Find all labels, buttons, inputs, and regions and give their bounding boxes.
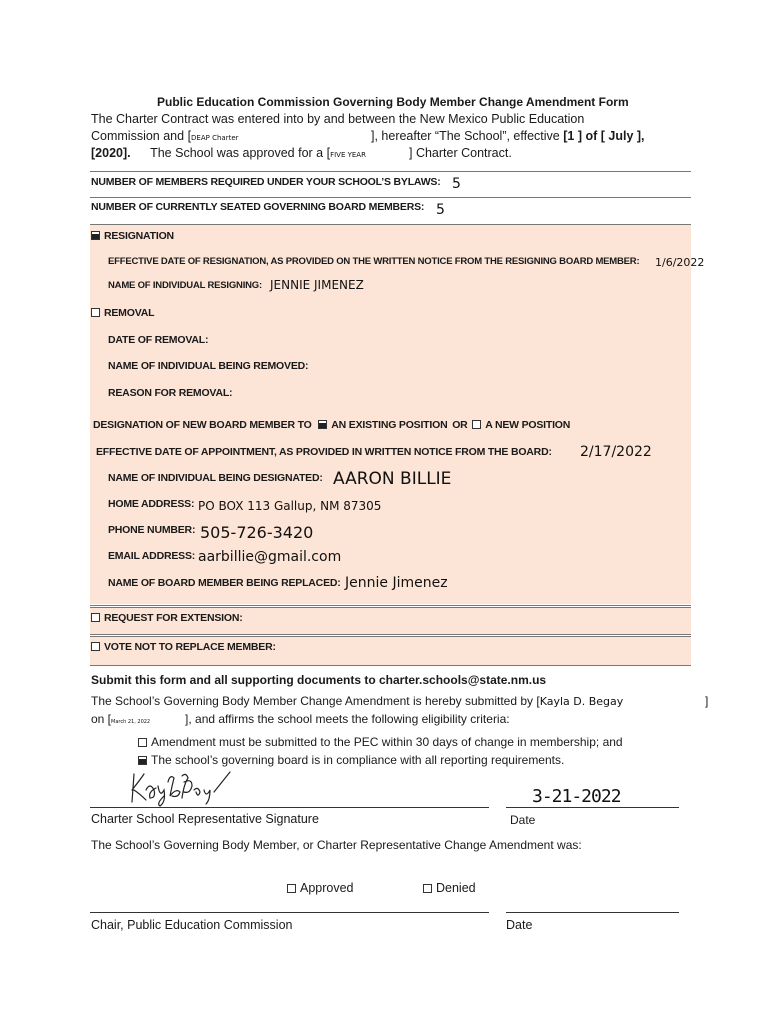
divider: [90, 607, 691, 608]
resignation-checkbox[interactable]: [91, 231, 100, 240]
submitted-by-line: [91, 694, 623, 708]
criteria-item[interactable]: [138, 735, 623, 749]
or-label: OR: [452, 419, 468, 431]
chair-label: Chair, Public Education Commission: [91, 918, 293, 932]
removal-reason-label: REASON FOR REMOVAL:: [108, 387, 233, 399]
intro-approved-pre: The School was approved for a [: [150, 146, 331, 160]
signature-date-label: Date: [510, 813, 536, 827]
intro-line-3: [91, 146, 366, 160]
vote-label: VOTE NOT TO REPLACE MEMBER:: [104, 641, 276, 653]
approved-label: Approved: [300, 881, 354, 895]
resignation-effective-field[interactable]: 1/6/2022: [655, 256, 705, 269]
designee-name-label: NAME OF INDIVIDUAL BEING DESIGNATED:: [108, 472, 323, 484]
divider: [90, 605, 691, 606]
members-required-field[interactable]: 5: [452, 176, 461, 192]
submit-instruction: Submit this form and all supporting documents to charter.schools@state.nm.us: [91, 673, 547, 687]
signature-line: [90, 807, 489, 808]
denied-option[interactable]: [423, 881, 476, 895]
existing-position-checkbox[interactable]: [318, 420, 327, 429]
submitted-by-post: ]: [705, 694, 709, 708]
contract-term-field[interactable]: FIVE YEAR: [330, 151, 366, 159]
approved-option[interactable]: [287, 881, 354, 895]
members-seated-field[interactable]: 5: [436, 202, 445, 218]
replaced-member-field[interactable]: Jennie Jimenez: [345, 575, 448, 591]
denied-label: Denied: [436, 881, 476, 895]
existing-position-option[interactable]: [318, 419, 447, 431]
submitted-on-line: [91, 712, 510, 726]
removal-checkbox[interactable]: [91, 308, 100, 317]
replaced-member-label: NAME OF BOARD MEMBER BEING REPLACED:: [108, 577, 341, 589]
home-address-field[interactable]: PO BOX 113 Gallup, NM 87305: [198, 499, 382, 513]
submitted-by-pre: The School’s Governing Body Member Change Amendment is hereby submitted by [: [91, 694, 540, 708]
divider: [90, 665, 691, 666]
form-title: Public Education Commission Governing Body Member Change Amendment Form: [157, 95, 629, 109]
new-position-checkbox[interactable]: [472, 420, 481, 429]
submitted-on-post: ], and affirms the school meets the following eligibility criteria:: [185, 712, 510, 726]
criteria-checkbox[interactable]: [138, 756, 147, 765]
criteria-item[interactable]: [138, 753, 564, 767]
rep-signature-label: Charter School Representative Signature: [91, 812, 319, 826]
divider: [90, 634, 691, 635]
removal-option[interactable]: [91, 307, 154, 319]
resignation-label: RESIGNATION: [104, 230, 174, 242]
designee-name-field[interactable]: AARON BILLIE: [333, 469, 452, 489]
extension-option[interactable]: [91, 612, 243, 624]
intro-line-2-pre: Commission and [: [91, 129, 192, 143]
email-field[interactable]: aarbillie@gmail.com: [198, 549, 342, 565]
chair-signature-line: [90, 912, 489, 913]
submitted-on-pre: on [: [91, 712, 112, 726]
appointment-effective-field[interactable]: 2/17/2022: [580, 444, 652, 460]
intro-line-2: [91, 129, 239, 143]
existing-position-label: AN EXISTING POSITION: [331, 419, 448, 431]
members-required-label: NUMBER OF MEMBERS REQUIRED UNDER YOUR SCHOOL’S BYLAWS:: [91, 176, 441, 188]
designation-row: [93, 419, 570, 431]
members-seated-label: NUMBER OF CURRENTLY SEATED GOVERNING BOARD MEMBERS:: [91, 201, 425, 213]
resignation-option[interactable]: [91, 230, 174, 242]
effective-date-field[interactable]: [1 ] of [ July ],: [563, 129, 645, 143]
resignation-name-label: NAME OF INDIVIDUAL RESIGNING:: [108, 280, 262, 291]
chair-date-label: Date: [506, 918, 533, 932]
submitter-field[interactable]: Kayla D. Begay: [539, 695, 624, 708]
new-position-option[interactable]: [472, 419, 570, 431]
resignation-effective-label: EFFECTIVE DATE OF RESIGNATION, AS PROVIDED ON THE WRITTEN NOTICE FROM THE RESIGNING BOARD MEMBER:: [108, 256, 640, 267]
intro-approved-post: ] Charter Contract.: [409, 146, 512, 160]
denied-checkbox[interactable]: [423, 884, 432, 893]
submitted-on-field[interactable]: March 21, 2022: [111, 719, 151, 725]
divider: [90, 171, 691, 172]
intro-line-2-right: [371, 129, 645, 143]
removal-label: REMOVAL: [104, 307, 155, 319]
appointment-effective-label: EFFECTIVE DATE OF APPOINTMENT, AS PROVIDED IN WRITTEN NOTICE FROM THE BOARD:: [96, 446, 552, 458]
phone-field[interactable]: 505-726-3420: [200, 523, 314, 542]
resignation-name-field[interactable]: JENNIE JIMENEZ: [270, 278, 364, 292]
new-position-label: A NEW POSITION: [485, 419, 571, 431]
chair-date-line: [506, 912, 679, 913]
decision-text: The School’s Governing Body Member, or Charter Representative Change Amendment was:: [91, 838, 582, 852]
effective-year-field[interactable]: [2020].: [91, 146, 131, 160]
criteria-text: Amendment must be submitted to the PEC within 30 days of change in membership; and: [151, 735, 623, 749]
criteria-text: The school’s governing board is in compliance with all reporting requirements.: [151, 753, 565, 767]
vote-checkbox[interactable]: [91, 642, 100, 651]
vote-option[interactable]: [91, 641, 276, 653]
intro-line-2-post: ], hereafter “The School”, effective: [371, 129, 560, 143]
extension-label: REQUEST FOR EXTENSION:: [104, 612, 243, 624]
signature-image: [126, 768, 236, 810]
extension-checkbox[interactable]: [91, 613, 100, 622]
school-name-field[interactable]: DEAP Charter: [191, 134, 239, 142]
signature-date-field[interactable]: 3-21-2022: [532, 786, 621, 807]
intro-line-1: The Charter Contract was entered into by and between the New Mexico Public Education: [91, 112, 585, 126]
email-label: EMAIL ADDRESS:: [108, 550, 196, 562]
criteria-checkbox[interactable]: [138, 738, 147, 747]
phone-label: PHONE NUMBER:: [108, 524, 196, 536]
removal-name-label: NAME OF INDIVIDUAL BEING REMOVED:: [108, 360, 309, 372]
approved-checkbox[interactable]: [287, 884, 296, 893]
signature-date-line: [506, 807, 679, 808]
removal-date-label: DATE OF REMOVAL:: [108, 334, 209, 346]
designation-label: DESIGNATION OF NEW BOARD MEMBER TO: [93, 419, 312, 431]
divider: [90, 636, 691, 637]
home-address-label: HOME ADDRESS:: [108, 498, 195, 510]
divider: [90, 197, 691, 198]
